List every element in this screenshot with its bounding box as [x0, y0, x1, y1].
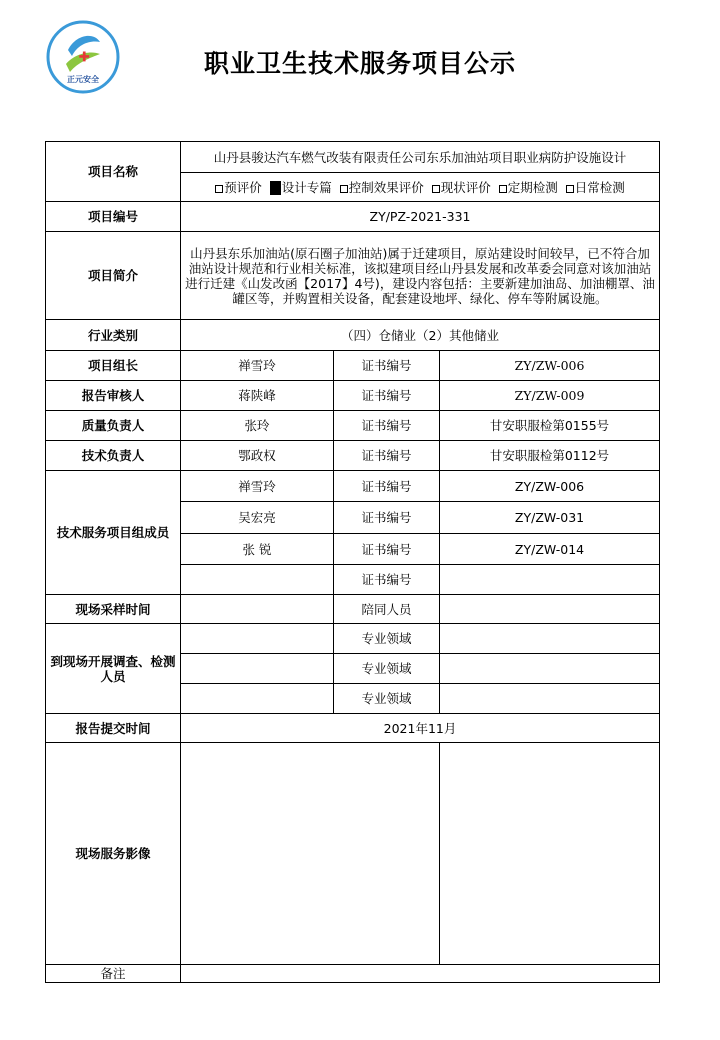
- checkbox-icon[interactable]: [432, 185, 440, 193]
- sampling-time-label: 现场采样时间: [46, 595, 181, 624]
- field-value: [440, 684, 660, 714]
- service-type-option[interactable]: [432, 180, 491, 195]
- quality-cert: 甘安职服检第0155号: [440, 411, 660, 441]
- service-type-label: 日常检测: [574, 179, 625, 195]
- field-label: 专业领域: [334, 684, 440, 714]
- reviewer-cert: ZY/ZW-009: [440, 381, 660, 411]
- cert-label: 证书编号: [334, 381, 440, 411]
- remarks-value: [181, 965, 660, 983]
- escort-value: [440, 595, 660, 624]
- service-type-option[interactable]: [215, 180, 262, 195]
- leader-name: 禅雪玲: [181, 351, 334, 381]
- member-name: [181, 565, 334, 595]
- field-staff-name: [181, 624, 334, 654]
- service-type-option[interactable]: [270, 180, 332, 195]
- member-cert: ZY/ZW-014: [440, 534, 660, 565]
- cert-label: 证书编号: [334, 565, 440, 595]
- service-type-option[interactable]: [340, 180, 424, 195]
- tech-name: 鄂政权: [181, 441, 334, 471]
- industry-label: 行业类别: [46, 320, 181, 351]
- project-summary: 山丹县东乐加油站(原石圈子加油站)属于迁建项目，原站建设时间较早，已不符合加油站设计规范和行业相关标准，该拟建项目经山丹县发展和改革委会同意对该加油站进行迁建《山发改函【2017】4号)，建设内容包括：主要新建加油岛、加油棚罩、油罐区等，并购置相关设备，配套建设地坪、绿化、停车等附属设施。: [181, 232, 660, 320]
- checkbox-checked-icon[interactable]: [270, 181, 281, 195]
- service-type-option[interactable]: [566, 180, 625, 195]
- checkbox-icon[interactable]: [215, 185, 223, 193]
- submit-time: 2021年11月: [181, 714, 660, 743]
- reviewer-name: 蒋陕峰: [181, 381, 334, 411]
- member-cert: ZY/ZW-031: [440, 502, 660, 534]
- service-type-label: 定期检测: [507, 179, 558, 195]
- member-name: 禅雪玲: [181, 471, 334, 502]
- cert-label: 证书编号: [334, 351, 440, 381]
- members-label: 技术服务项目组成员: [46, 471, 181, 595]
- logo-text: 正元安全: [67, 75, 99, 84]
- member-name: 吴宏亮: [181, 502, 334, 534]
- submit-time-label: 报告提交时间: [46, 714, 181, 743]
- field-value: [440, 654, 660, 684]
- photos-label: 现场服务影像: [46, 743, 181, 965]
- field-label: 专业领域: [334, 654, 440, 684]
- checkbox-icon[interactable]: [566, 185, 574, 193]
- service-type-row: [181, 173, 660, 202]
- service-type-label: 控制效果评价: [348, 179, 424, 195]
- member-cert: ZY/ZW-006: [440, 471, 660, 502]
- tech-cert: 甘安职服检第0112号: [440, 441, 660, 471]
- page-title: 职业卫生技术服务项目公示: [203, 49, 516, 78]
- project-no: ZY/PZ-2021-331: [181, 202, 660, 232]
- checkbox-icon[interactable]: [340, 185, 348, 193]
- project-no-label: 项目编号: [46, 202, 181, 232]
- field-value: [440, 624, 660, 654]
- cert-label: 证书编号: [334, 471, 440, 502]
- field-label: 专业领域: [334, 624, 440, 654]
- project-name-label: 项目名称: [46, 142, 181, 202]
- service-type-label: 设计专篇: [281, 179, 332, 195]
- project-table: [45, 141, 660, 983]
- cert-label: 证书编号: [334, 411, 440, 441]
- member-name: 张 锐: [181, 534, 334, 565]
- sampling-time: [181, 595, 334, 624]
- photo-slot-2: [440, 743, 660, 965]
- cert-label: 证书编号: [334, 534, 440, 565]
- checkbox-icon[interactable]: [499, 185, 507, 193]
- field-staff-name: [181, 654, 334, 684]
- remarks-label: 备注: [46, 965, 181, 983]
- photo-slot-1: [181, 743, 440, 965]
- quality-name: 张玲: [181, 411, 334, 441]
- cert-label: 证书编号: [334, 441, 440, 471]
- escort-label: 陪同人员: [334, 595, 440, 624]
- service-type-label: 预评价: [224, 179, 262, 195]
- reviewer-label: 报告审核人: [46, 381, 181, 411]
- cert-label: 证书编号: [334, 502, 440, 534]
- service-type-label: 现状评价: [440, 179, 491, 195]
- summary-label: 项目简介: [46, 232, 181, 320]
- project-name: 山丹县骏达汽车燃气改装有限责任公司东乐加油站项目职业病防护设施设计: [181, 142, 660, 173]
- leader-cert: ZY/ZW-006: [440, 351, 660, 381]
- service-type-option[interactable]: [499, 180, 558, 195]
- member-cert: [440, 565, 660, 595]
- leader-label: 项目组长: [46, 351, 181, 381]
- quality-label: 质量负责人: [46, 411, 181, 441]
- industry: （四）仓储业（2）其他储业: [181, 320, 660, 351]
- field-staff-label: 到现场开展调查、检测人员: [46, 624, 181, 714]
- field-staff-name: [181, 684, 334, 714]
- tech-label: 技术负责人: [46, 441, 181, 471]
